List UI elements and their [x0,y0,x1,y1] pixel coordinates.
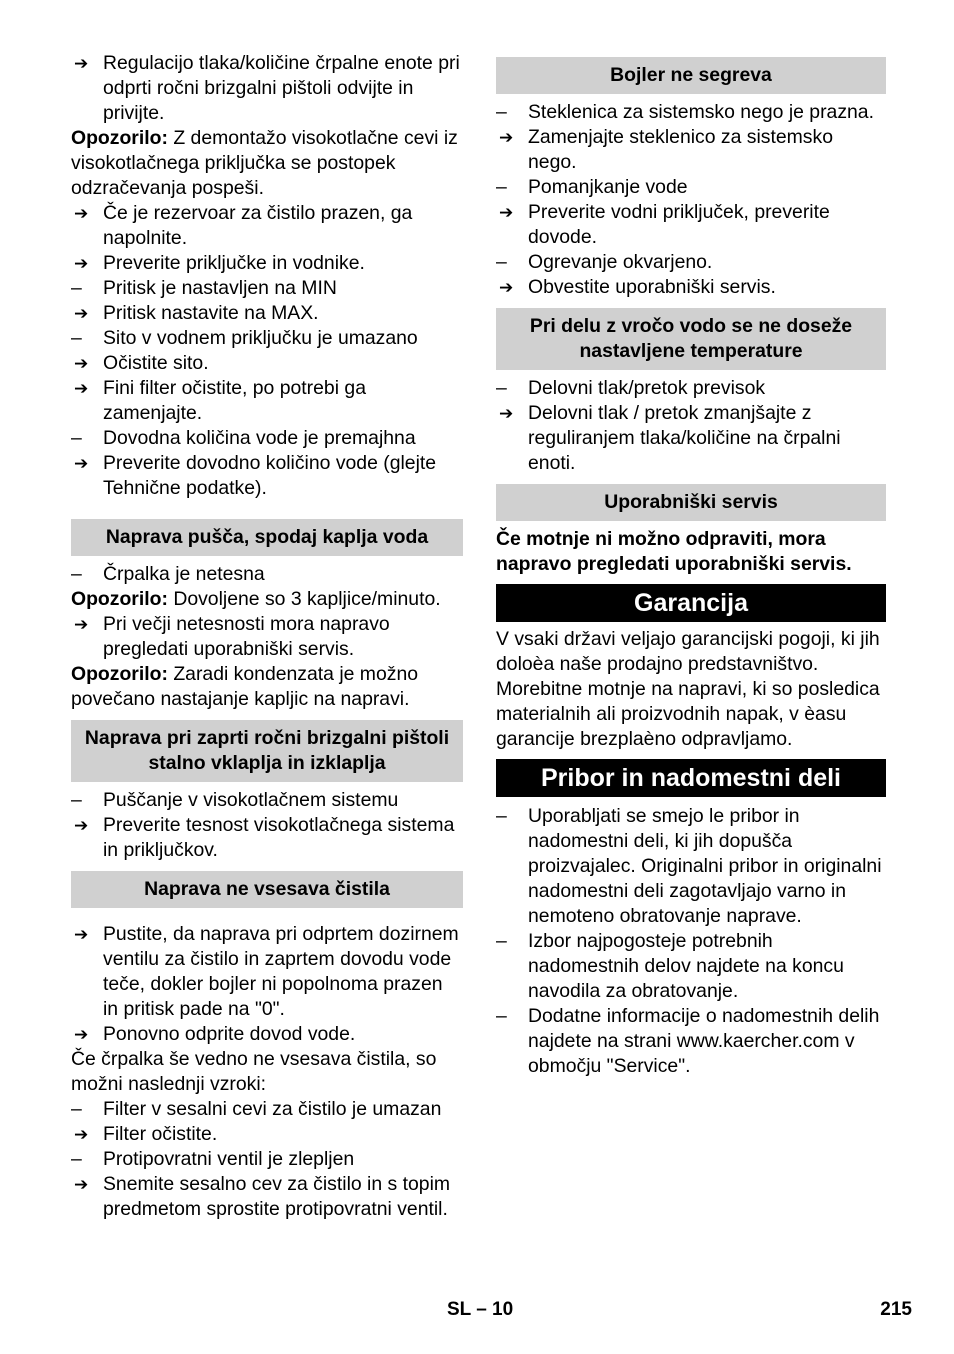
action-item [71,251,463,276]
item-text: Filter v sesalni cevi za čistilo je umazan [103,1098,442,1120]
page-number: 215 [880,1299,912,1320]
dash-icon: – [71,563,82,585]
action-item [71,612,463,662]
arrow-right-icon: ➔ [499,404,514,423]
item-text: Dodatne informacije o nadomestnih delih najdete na strani www.kaercher.com v območju "Service". [528,1005,880,1077]
arrow-right-icon: ➔ [74,54,89,73]
dash-icon: – [71,1098,82,1120]
note-paragraph [71,126,463,201]
item-text: Pritisk je nastavljen na MIN [103,277,337,299]
item-text: Protipovratni ventil je zlepljen [103,1148,355,1170]
section-title-pribor: Pribor in nadomestni deli [496,759,886,797]
item-text: Preverite dovodno količino vode (glejte Tehnične podatke). [103,452,437,499]
item-text: Obvestite uporabniški servis. [528,276,776,298]
action-item [71,201,463,251]
arrow-right-icon: ➔ [499,128,514,147]
instruction-list [71,51,463,501]
arrow-right-icon: ➔ [499,278,514,297]
item-text: Če je rezervoar za čistilo prazen, ga napolnite. [103,202,413,249]
cause-item [71,326,463,351]
arrow-right-icon: ➔ [74,454,89,473]
cause-item [71,1147,463,1172]
section-heading: Pri delu z vročo vodo se ne doseže nastavljene temperature [496,308,886,370]
note-label: Opozorilo: [71,127,168,149]
action-item [71,351,463,376]
instruction-list [71,788,463,863]
instruction-list [71,562,463,712]
dash-icon: – [496,101,507,123]
instruction-list [496,100,886,300]
item-text: Ogrevanje okvarjeno. [528,251,713,273]
section-heading: Uporabniški servis [496,484,886,521]
action-item [71,1122,463,1147]
item-text: Fini filter očistite, po potrebi ga zamenjajte. [103,377,366,424]
item-text: Sito v vodnem priključku je umazano [103,327,418,349]
item-text: Preverite vodni priključek, preverite dovode. [528,201,830,248]
dash-icon: – [496,176,507,198]
section-heading: Naprava ne vsesava čistila [71,871,463,908]
item-text: Preverite priključke in vodnike. [103,252,365,274]
action-item [71,51,463,126]
item-text: Pomanjkanje vode [528,176,688,198]
right-column [496,51,886,1079]
action-item [71,1172,463,1222]
arrow-right-icon: ➔ [74,1175,89,1194]
action-item [71,922,463,1022]
arrow-right-icon: ➔ [74,354,89,373]
item-text: Dovodna količina vode je premajhna [103,427,416,449]
cause-item [496,250,886,275]
item-text: Pri večji netesnosti mora napravo pregledati uporabniški servis. [103,613,390,660]
cause-item [71,788,463,813]
arrow-right-icon: ➔ [74,615,89,634]
section-title-garancija: Garancija [496,584,886,622]
dash-icon: – [71,277,82,299]
cause-item [71,1097,463,1122]
note-label: Opozorilo: [71,663,168,685]
action-item [71,376,463,426]
warranty-text: V vsaki državi veljajo garancijski pogoji, ki jih doloèa naše prodajno predstavništvo. Morebitne motnje na napravi, ki so posledica materialnih ali proizvodnih napak, v èasu garancije brezplaèno odpravljamo. [496,628,880,750]
dash-icon: – [71,327,82,349]
arrow-right-icon: ➔ [74,254,89,273]
section-heading: Naprava pušča, spodaj kaplja voda [71,519,463,556]
left-column [71,51,463,1222]
cause-item [496,100,886,125]
action-item [71,813,463,863]
note-text: Dovoljene so 3 kapljice/minuto. [167,588,441,610]
instruction-list [496,376,886,476]
item-text: Steklenica za sistemsko nego je prazna. [528,101,874,123]
action-item [496,401,886,476]
action-item [496,125,886,175]
arrow-right-icon: ➔ [74,925,89,944]
arrow-right-icon: ➔ [499,203,514,222]
cause-item [496,1004,886,1079]
cause-item [71,562,463,587]
item-text: Pritisk nastavite na MAX. [103,302,319,324]
section-heading: Bojler ne segreva [496,57,886,94]
cause-item [496,376,886,401]
cause-item [496,175,886,200]
action-item [496,275,886,300]
note-text: Z demontažo visokotlačne cevi iz visokotlačnega priključka se postopek odzračevanja pospeši. [71,127,458,199]
dash-icon: – [71,789,82,811]
item-text: Regulacijo tlaka/količine črpalne enote pri odprti ročni brizgalni pištoli odvijte in privijte. [103,52,460,124]
section-heading: Naprava pri zaprti ročni brizgalni pištoli stalno vklaplja in izklaplja [71,720,463,782]
item-text: Uporabljati se smejo le pribor in nadomestni deli, ki jih dopušča proizvajalec. Originalni pribor in originalni nadomestni deli zagotavljajo varno in nemoteno obratovanje naprave. [528,805,882,927]
action-item [496,200,886,250]
dash-icon: – [496,805,507,827]
instruction-list [71,922,463,1222]
action-item [71,301,463,326]
note-paragraph [71,587,463,612]
cause-item [71,426,463,451]
item-text: Izbor najpogosteje potrebnih nadomestnih delov najdete na koncu navodila za obratovanje. [528,930,844,1002]
item-text: Pustite, da naprava pri odprtem dozirnem ventilu za čistilo in zaprtem dovodu vode teče, dokler bojler ni popolnoma prazen in pritisk pade na "0". [103,923,459,1020]
page-footer-language-page: SL – 10 [447,1299,514,1320]
cause-item [496,929,886,1004]
arrow-right-icon: ➔ [74,204,89,223]
service-note: Če motnje ni možno odpraviti, mora napravo pregledati uporabniški servis. [496,528,852,575]
arrow-right-icon: ➔ [74,1125,89,1144]
action-item [71,451,463,501]
arrow-right-icon: ➔ [74,304,89,323]
arrow-right-icon: ➔ [74,816,89,835]
action-item [71,1022,463,1047]
dash-icon: – [496,930,507,952]
item-text: Črpalka je netesna [103,563,265,585]
arrow-right-icon: ➔ [74,1025,89,1044]
body-paragraph: Če črpalka še vedno ne vsesava čistila, so možni naslednji vzroki: [71,1048,437,1095]
note-label: Opozorilo: [71,588,168,610]
cause-item [496,804,886,929]
item-text: Delovni tlak / pretok zmanjšajte z reguliranjem tlaka/količine na črpalni enoti. [528,402,841,474]
dash-icon: – [71,1148,82,1170]
arrow-right-icon: ➔ [74,379,89,398]
dash-icon: – [496,377,507,399]
item-text: Zamenjajte steklenico za sistemsko nego. [528,126,833,173]
cause-item [71,276,463,301]
item-text: Delovni tlak/pretok previsok [528,377,766,399]
dash-icon: – [496,251,507,273]
note-paragraph [71,662,463,712]
item-text: Ponovno odprite dovod vode. [103,1023,356,1045]
note-text: Zaradi kondenzata je možno povečano nastajanje kapljic na napravi. [71,663,419,710]
dash-icon: – [496,1005,507,1027]
dash-icon: – [71,427,82,449]
instruction-list [496,804,886,1079]
item-text: Filter očistite. [103,1123,218,1145]
item-text: Puščanje v visokotlačnem sistemu [103,789,399,811]
item-text: Preverite tesnost visokotlačnega sistema in priključkov. [103,814,455,861]
item-text: Snemite sesalno cev za čistilo in s topim predmetom sprostite protipovratni ventil. [103,1173,451,1220]
item-text: Očistite sito. [103,352,209,374]
